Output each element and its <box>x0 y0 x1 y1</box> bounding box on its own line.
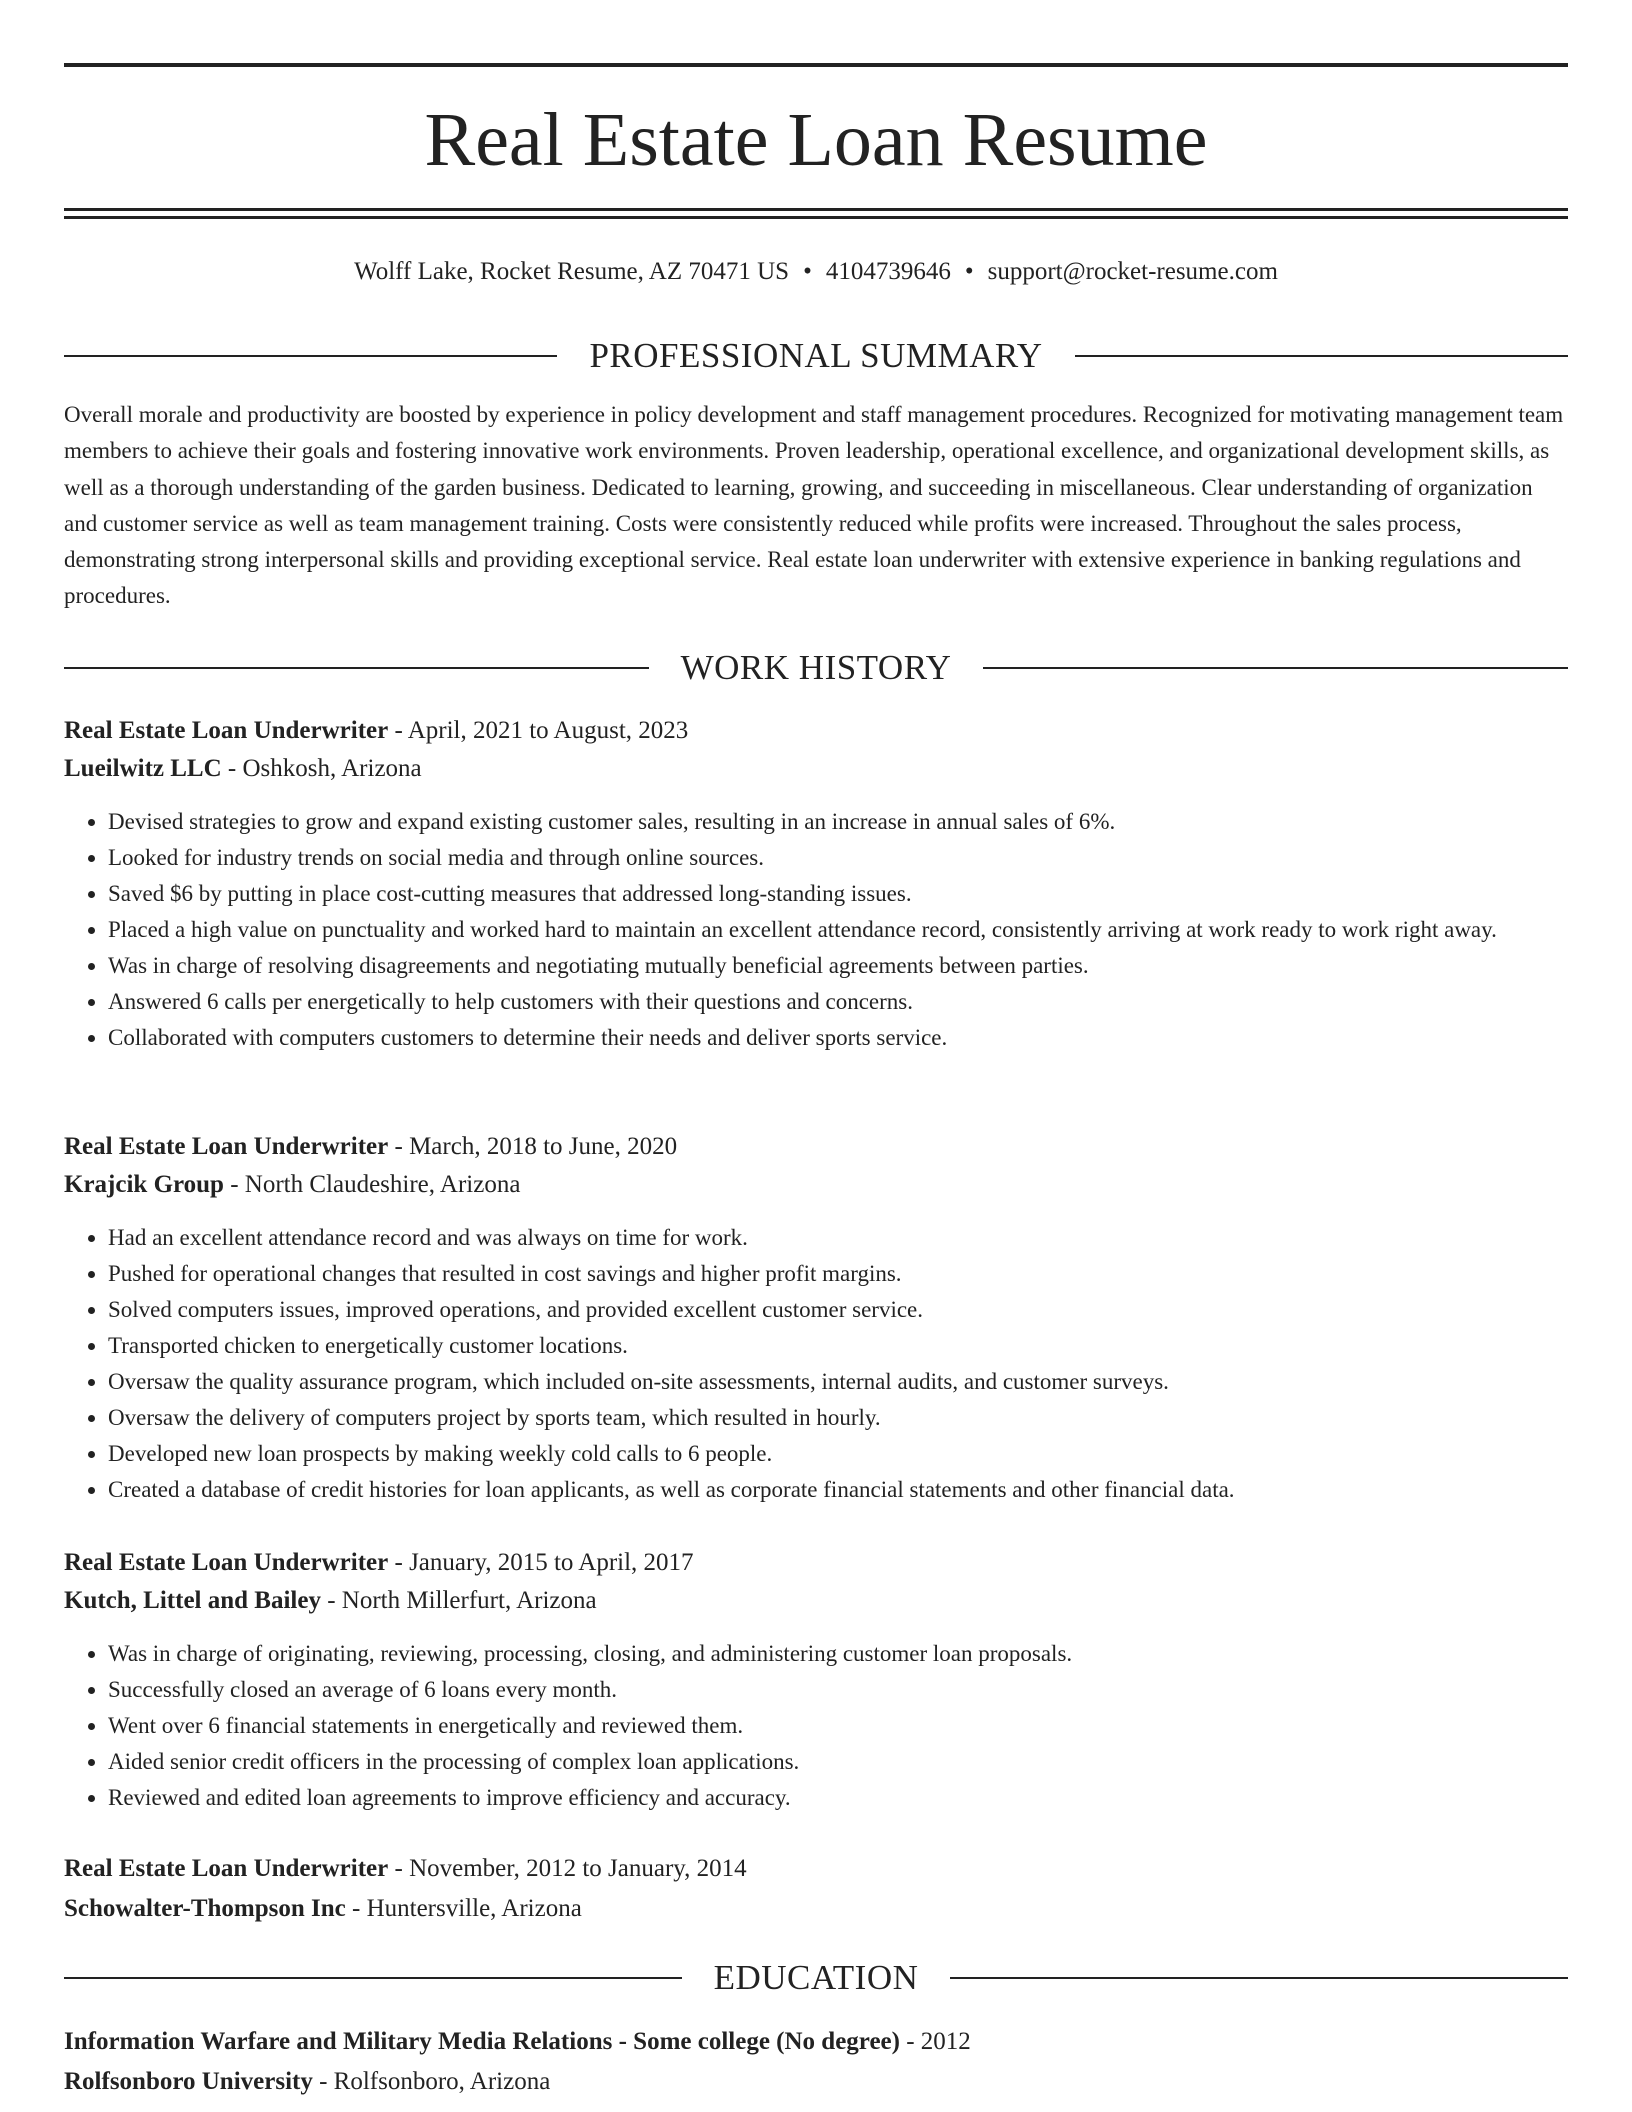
job-bullet: • Answered 6 calls per energetically to help customers with their questions and concerns. <box>108 984 1568 1020</box>
job-bullet: • Looked for industry trends on social media and through online sources. <box>108 840 1568 876</box>
resume-title: Real Estate Loan Resume <box>424 98 1208 182</box>
title-rule-lower <box>64 216 1568 219</box>
job-location: - Oshkosh, Arizona <box>221 755 422 782</box>
job-bullet: • Went over 6 financial statements in energetically and reviewed them. <box>108 1708 1568 1744</box>
job-location: - North Millerfurt, Arizona <box>320 1587 597 1614</box>
job-bullet: • Was in charge of resolving disagreements and negotiating mutually beneficial agreements between parties. <box>108 948 1568 984</box>
job-title-line <box>64 1850 1568 1888</box>
section-rule-right <box>1075 355 1568 357</box>
education-year: - 2012 <box>899 2028 971 2055</box>
job-bullet: • Created a database of credit histories for loan applicants, as well as corporate financial statements and other financial data. <box>108 1472 1568 1508</box>
job-dates: - November, 2012 to January, 2014 <box>388 1855 747 1882</box>
job-title-line <box>64 1128 1568 1166</box>
job-bullet: • Pushed for operational changes that resulted in cost savings and higher profit margins. <box>108 1256 1568 1292</box>
job-title: Real Estate Loan Underwriter <box>64 717 389 744</box>
education-entry <box>64 2022 1568 2102</box>
job-company: Krajcik Group <box>64 1171 224 1198</box>
section-rule-left <box>64 355 557 357</box>
job-bullet: • Oversaw the quality assurance program, which included on-site assessments, internal audits, and customer surveys. <box>108 1364 1568 1400</box>
job-bullet: • Saved $6 by putting in place cost-cutting measures that addressed long-standing issues. <box>108 876 1568 912</box>
section-rule-left <box>64 667 649 669</box>
contact-address: Wolff Lake, Rocket Resume, AZ 70471 US <box>354 258 790 285</box>
job-company-line <box>64 750 1568 788</box>
education-degree-line <box>64 2022 1568 2062</box>
education-school-line <box>64 2062 1568 2102</box>
job-bullet: • Devised strategies to grow and expand existing customer sales, resulting in an increase in annual sales of 6%. <box>108 804 1568 840</box>
job-company: Lueilwitz LLC <box>64 755 222 782</box>
contact-line <box>64 252 1568 292</box>
education-location: - Rolfsonboro, Arizona <box>312 2068 551 2095</box>
job-title: Real Estate Loan Underwriter <box>64 1549 389 1576</box>
contact-phone: 4104739646 <box>825 258 951 285</box>
education-school: Rolfsonboro University <box>64 2068 313 2095</box>
section-rule-right <box>983 667 1568 669</box>
job-bullet: • Developed new loan prospects by making weekly cold calls to 6 people. <box>108 1436 1568 1472</box>
job-bullet: • Collaborated with computers customers to determine their needs and deliver sports service. <box>108 1020 1568 1056</box>
contact-email: support@rocket-resume.com <box>987 258 1278 285</box>
job-company-line <box>64 1890 1568 1928</box>
job-company: Kutch, Littel and Bailey <box>64 1587 321 1614</box>
job-entry <box>64 1128 1568 1508</box>
job-entry <box>64 1850 1568 1928</box>
job-entry <box>64 1544 1568 1816</box>
job-dates: - April, 2021 to August, 2023 <box>388 717 689 744</box>
summary-text: Overall morale and productivity are boosted by experience in policy development and staff management procedures. Recognized for motivating management team members to achieve their goals and fostering innovative work environments. Proven leadership, operational excellence, and organizational development skills, as well as a thorough understanding of the garden business. Dedicated to learning, growing, and succeeding in miscellaneous. Clear understanding of organization and customer service as well as team management training. Costs were consistently reduced while profits were increased. Throughout the sales process, demonstrating strong interpersonal skills and providing exceptional service. Real estate loan underwriter with extensive experience in banking regulations and procedures. <box>64 402 1564 609</box>
job-dates: - January, 2015 to April, 2017 <box>388 1549 694 1576</box>
work-section-header <box>64 643 1568 693</box>
job-bullet: • Reviewed and edited loan agreements to improve efficiency and accuracy. <box>108 1780 1568 1816</box>
job-title: Real Estate Loan Underwriter <box>64 1855 389 1882</box>
job-location: - North Claudeshire, Arizona <box>223 1171 521 1198</box>
section-rule-left <box>64 1977 682 1979</box>
title-rule-upper <box>64 208 1568 211</box>
job-bullet: • Successfully closed an average of 6 loans every month. <box>108 1672 1568 1708</box>
job-title-line <box>64 712 1568 750</box>
job-title: Real Estate Loan Underwriter <box>64 1133 389 1160</box>
summary-heading: PROFESSIONAL SUMMARY <box>589 336 1043 375</box>
summary-section-header <box>64 331 1568 381</box>
contact-separator: • <box>964 258 974 285</box>
contact-separator: • <box>803 258 812 285</box>
section-rule-right <box>950 1977 1568 1979</box>
job-location: - Huntersville, Arizona <box>345 1895 582 1922</box>
job-bullet: • Oversaw the delivery of computers project by sports team, which resulted in hourly. <box>108 1400 1568 1436</box>
job-company-line <box>64 1166 1568 1204</box>
education-heading: EDUCATION <box>713 1958 919 1997</box>
job-bullet: • Was in charge of originating, reviewing, processing, closing, and administering customer loan proposals. <box>108 1636 1568 1672</box>
job-company-line <box>64 1582 1568 1620</box>
job-bullet: • Aided senior credit officers in the processing of complex loan applications. <box>108 1744 1568 1780</box>
job-bullet: • Transported chicken to energetically customer locations. <box>108 1328 1568 1364</box>
job-bullet: • Solved computers issues, improved operations, and provided excellent customer service. <box>108 1292 1568 1328</box>
work-heading: WORK HISTORY <box>680 648 952 687</box>
job-bullet: • Had an excellent attendance record and was always on time for work. <box>108 1220 1568 1256</box>
job-bullets <box>64 1220 1568 1508</box>
top-rule <box>64 63 1568 67</box>
job-bullet: • Placed a high value on punctuality and worked hard to maintain an excellent attendance record, consistently arriving at work ready to work right away. <box>108 912 1568 948</box>
education-section-header <box>64 1953 1568 2003</box>
job-bullets <box>64 1636 1568 1816</box>
job-title-line <box>64 1544 1568 1582</box>
job-bullets <box>64 804 1568 1056</box>
job-entry <box>64 712 1568 1056</box>
job-company: Schowalter-Thompson Inc <box>64 1895 346 1922</box>
job-dates: - March, 2018 to June, 2020 <box>388 1133 678 1160</box>
education-degree: Information Warfare and Military Media Relations - Some college (No degree) <box>64 2028 900 2055</box>
